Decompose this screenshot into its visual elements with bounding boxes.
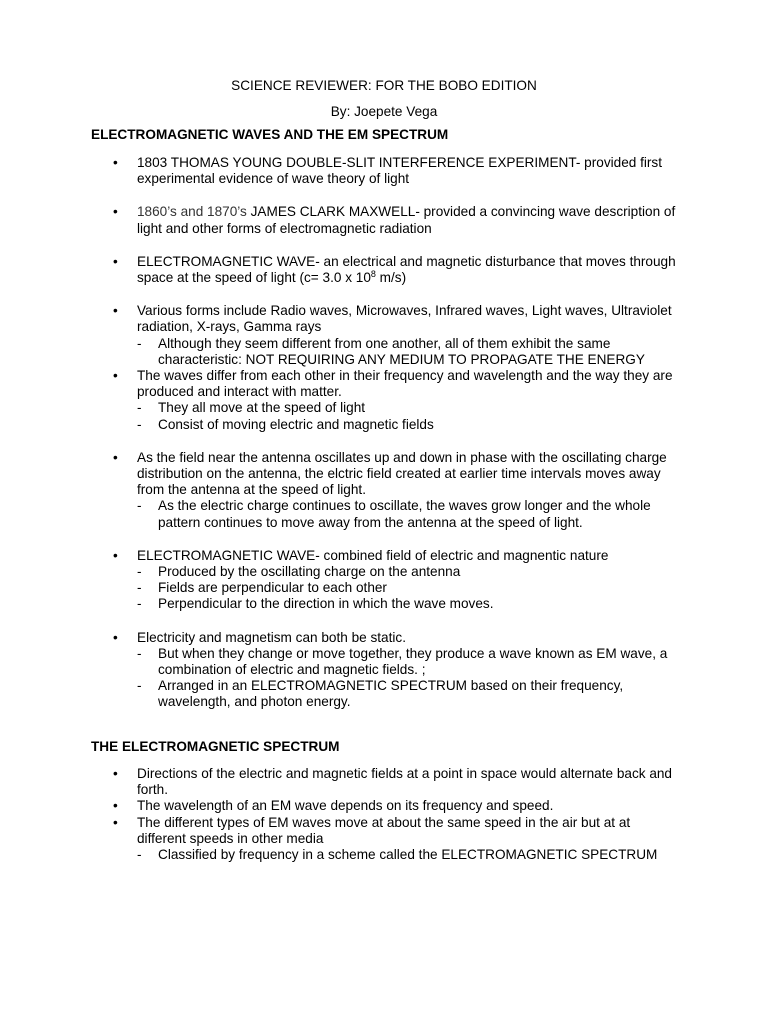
document-author: By: Joepete Vega (330, 104, 438, 119)
section-em-waves (0, 155, 768, 711)
sub-list-item: - Consist of moving electric and magnetic fields (0, 417, 682, 433)
list-item: • Electricity and magnetism can both be static. (0, 630, 682, 646)
sub-list-item: - Perpendicular to the direction in which the wave moves. (0, 596, 682, 612)
list-item: • 1803 THOMAS YOUNG DOUBLE-SLIT INTERFERENCE EXPERIMENT- provided first experimental evidence of wave theory of light (0, 155, 682, 187)
list-item: • Directions of the electric and magnetic fields at a point in space would alternate back and forth. (0, 766, 682, 798)
section-heading-em-spectrum: THE ELECTROMAGNETIC SPECTRUM (91, 739, 340, 754)
list-item: • Various forms include Radio waves, Microwaves, Infrared waves, Light waves, Ultraviolet radiation, X-rays, Gamma rays (0, 303, 682, 335)
exponent: 8 (370, 269, 376, 280)
sub-list-item: - As the electric charge continues to oscillate, the waves grow longer and the whole pattern continues to move away from the antenna at the speed of light. (0, 498, 682, 530)
maxwell-text: JAMES CLARK MAXWELL- provided a convincing wave description of light and other forms of electromagnetic radiation (137, 204, 676, 236)
document-title: SCIENCE REVIEWER: FOR THE BOBO EDITION (231, 78, 537, 93)
list-item (0, 204, 682, 236)
section-em-spectrum (0, 766, 768, 863)
years-text: 1860’s and 1870’s (137, 204, 247, 220)
sub-list-item: - They all move at the speed of light (0, 400, 682, 416)
sub-list-item: - Fields are perpendicular to each other (0, 580, 682, 596)
sub-list-item: - Produced by the oscillating charge on the antenna (0, 564, 682, 580)
sub-list-item: - Although they seem different from one another, all of them exhibit the same characteristic: NOT REQUIRING ANY MEDIUM TO PROPAGATE THE ENERGY (0, 336, 682, 368)
sub-list-item: - Classified by frequency in a scheme called the ELECTROMAGNETIC SPECTRUM (0, 847, 682, 863)
list-item (0, 254, 682, 286)
list-item: • The waves differ from each other in their frequency and wavelength and the way they are produced and interact with matter. (0, 368, 682, 400)
list-item: • The wavelength of an EM wave depends on its frequency and speed. (0, 798, 682, 814)
list-item: • The different types of EM waves move at about the same speed in the air but at at different speeds in other media (0, 815, 682, 847)
list-item: • As the field near the antenna oscillates up and down in phase with the oscillating charge distribution on the antenna, the elctric field created at earlier time intervals moves away from the antenna at the speed of light. (0, 450, 682, 499)
list-item: • ELECTROMAGNETIC WAVE- combined field of electric and magnentic nature (0, 548, 682, 564)
em-wave-definition: ELECTROMAGNETIC WAVE- an electrical and magnetic disturbance that moves through space at the speed of light (c= 3.0 x 10 (137, 253, 676, 286)
sub-list-item: - But when they change or move together, they produce a wave known as EM wave, a combination of electric and magnetic fields. ; (0, 646, 682, 678)
section-heading-em-waves: ELECTROMAGNETIC WAVES AND THE EM SPECTRUM (91, 127, 449, 142)
units-text: m/s) (375, 270, 407, 286)
sub-list-item: - Arranged in an ELECTROMAGNETIC SPECTRUM based on their frequency, wavelength, and photon energy. (0, 678, 682, 710)
